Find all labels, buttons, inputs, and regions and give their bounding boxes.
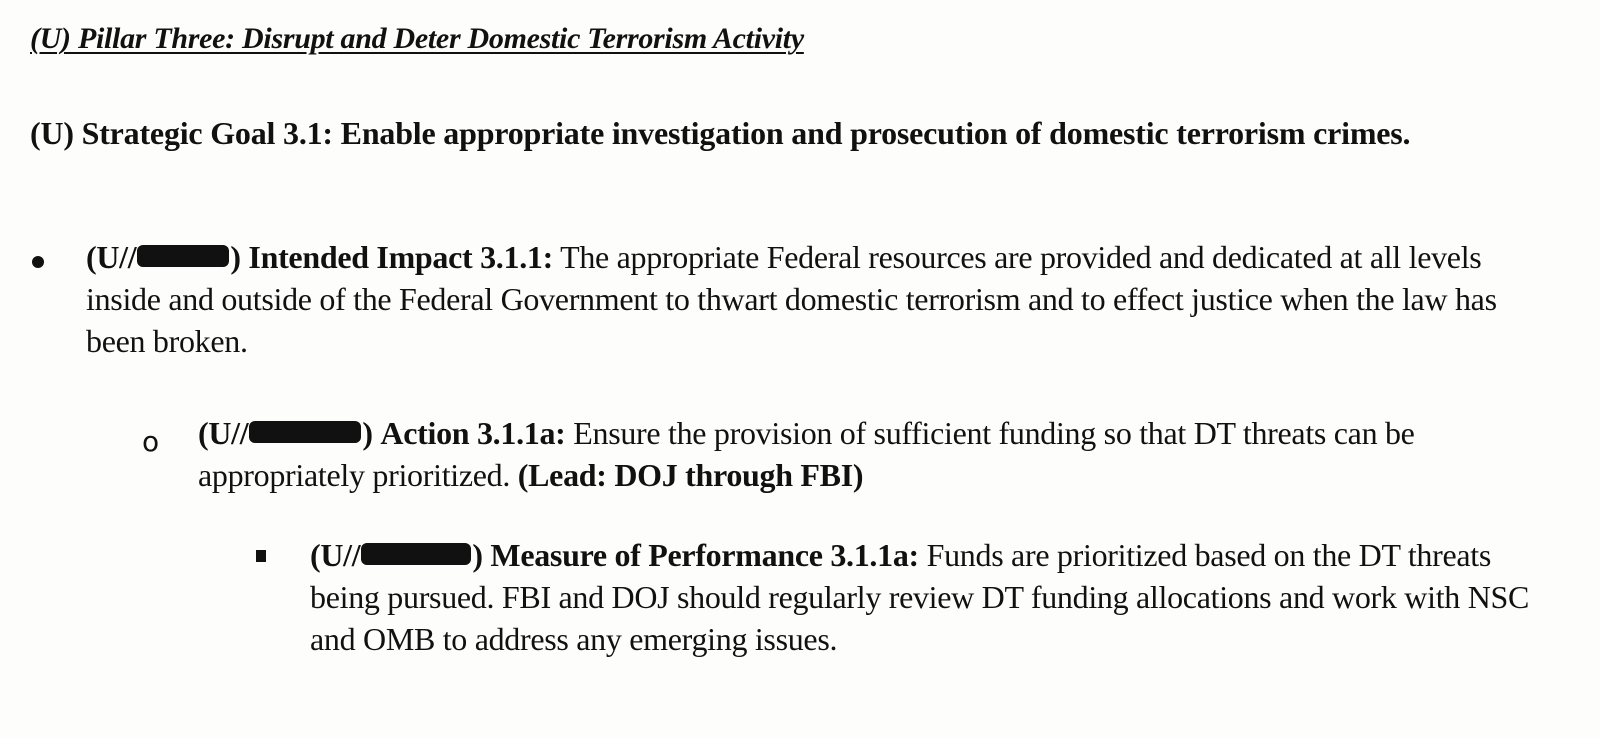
action-label: Action 3.1.1a: [380,415,566,451]
bullet-circle-icon: o [142,425,160,458]
redaction-block [249,421,361,443]
classification-marker-close: ) [230,239,241,275]
measure-label: Measure of Performance 3.1.1a: [490,537,919,573]
pillar-heading: (U) Pillar Three: Disrupt and Deter Domestic Terrorism Activity [30,22,804,55]
redaction-block [137,245,229,267]
action-lead: (Lead: DOJ through FBI) [517,457,864,493]
classification-marker-open: (U// [198,415,249,451]
intended-impact-text: The appropriate Federal resources are provided and dedicated at all levels inside and outside of the Federal Government to thwart domestic terrorism and to effect justice when the law has been broken. [86,239,1497,359]
action-text: Ensure the provision of sufficient funding so that DT threats can be appropriately prioritized. [198,415,1415,493]
intended-impact-paragraph [86,236,1506,362]
intended-impact-label: Intended Impact 3.1.1: [248,239,553,275]
classification-marker-close: ) [362,415,373,451]
classification-marker-open: (U// [86,239,137,275]
redaction-block [361,543,471,565]
measure-paragraph [310,534,1530,660]
classification-marker-close: ) [472,537,483,573]
classification-marker-open: (U// [310,537,361,573]
bullet-square-icon [256,550,266,562]
action-paragraph [198,412,1478,496]
bullet-dot-icon [32,256,44,268]
measure-text: Funds are prioritized based on the DT threats being pursued. FBI and DOJ should regularly review DT funding allocations and work with NSC and OMB to address any emerging issues. [310,537,1530,657]
strategic-goal-heading: (U) Strategic Goal 3.1: Enable appropriate investigation and prosecution of domestic terrorism crimes. [30,115,1411,151]
